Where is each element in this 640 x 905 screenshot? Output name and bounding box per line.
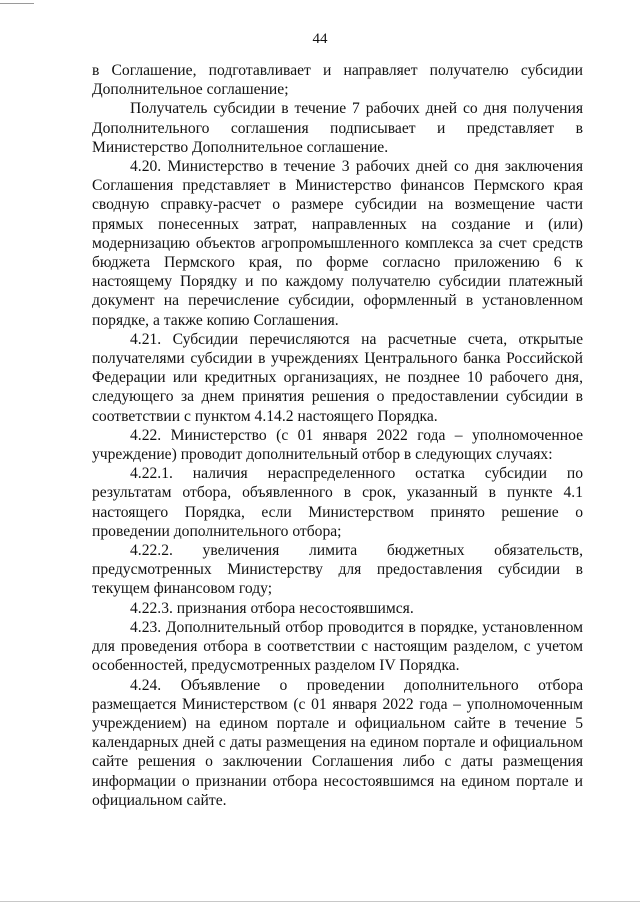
scan-bottom-edge xyxy=(0,901,640,902)
paragraph-4-22-3: 4.22.3. признания отбора несостоявшимся. xyxy=(130,599,414,617)
paragraph-4-22-2: 4.22.2. увеличения лимита бюджетных обязательств, предусмотренных Министерству для предоставления субсидии в текущем финансовом году; xyxy=(92,542,583,598)
page-number: 44 xyxy=(312,31,328,47)
paragraph-4-24: 4.24. Объявление о проведении дополнительного отбора размещается Министерством (с 01 января 2022 года – уполномоченным учреждением) на едином портале и официальном сайте в течение 5 календарных дней с даты размещения на едином портале и официальном сайте решения о заключении Соглашения либо с даты размещения информации о признании отбора несостоявшимся на едином портале и официальном сайте. xyxy=(92,676,583,809)
paragraph-4-22-1: 4.22.1. наличия нераспределенного остатка субсидии по результатам отбора, объявленного в срок, указанный в пункте 4.1 настоящего Порядка, если Министерством принято решение о проведении дополнительного отбора; xyxy=(92,465,583,540)
paragraph-4-20: 4.20. Министерство в течение 3 рабочих дней со дня заключения Соглашения представляет в Министерство финансов Пермского края сводную справку-расчет о размере субсидии на возмещение части прямых понесенных затрат, направленных на создание и (или) модернизацию объектов агропромышленного комплекса за счет средств бюджета Пермского края, по форме согласно приложению 6 к настоящему Порядку и по каждому получателю субсидии платежный документ на перечисление субсидии, оформленный в установленном порядке, а также копию Соглашения. xyxy=(92,158,583,329)
paragraph-4-23: 4.23. Дополнительный отбор проводится в порядке, установленном для проведения отбора в соответствии с настоящим разделом, с учетом особенностей, предусмотренных разделом IV Порядка. xyxy=(92,618,583,675)
paragraph-recipient-signing: Получатель субсидии в течение 7 рабочих дней со дня получения Дополнительного соглашения подписывает и представляет в Министерство Дополнительное соглашение. xyxy=(92,100,583,156)
paragraph-continuation: в Соглашение, подготавливает и направляет получателю субсидии Дополнительное соглашение; xyxy=(92,62,583,99)
paragraph-4-22: 4.22. Министерство (с 01 января 2022 года – уполномоченное учреждение) проводит дополнительный отбор в следующих случаях: xyxy=(92,426,583,464)
scan-edge-mark xyxy=(0,3,34,4)
document-body xyxy=(92,61,583,810)
paragraph-4-21: 4.21. Субсидии перечисляются на расчетные счета, открытые получателями субсидии в учреждениях Центрального банка Российской Федерации или кредитных организациях, не позднее 10 рабочего дня, следующего за днем принятия решения о предоставлении субсидии в соответствии с пунктом 4.14.2 настоящего Порядка. xyxy=(92,330,583,425)
